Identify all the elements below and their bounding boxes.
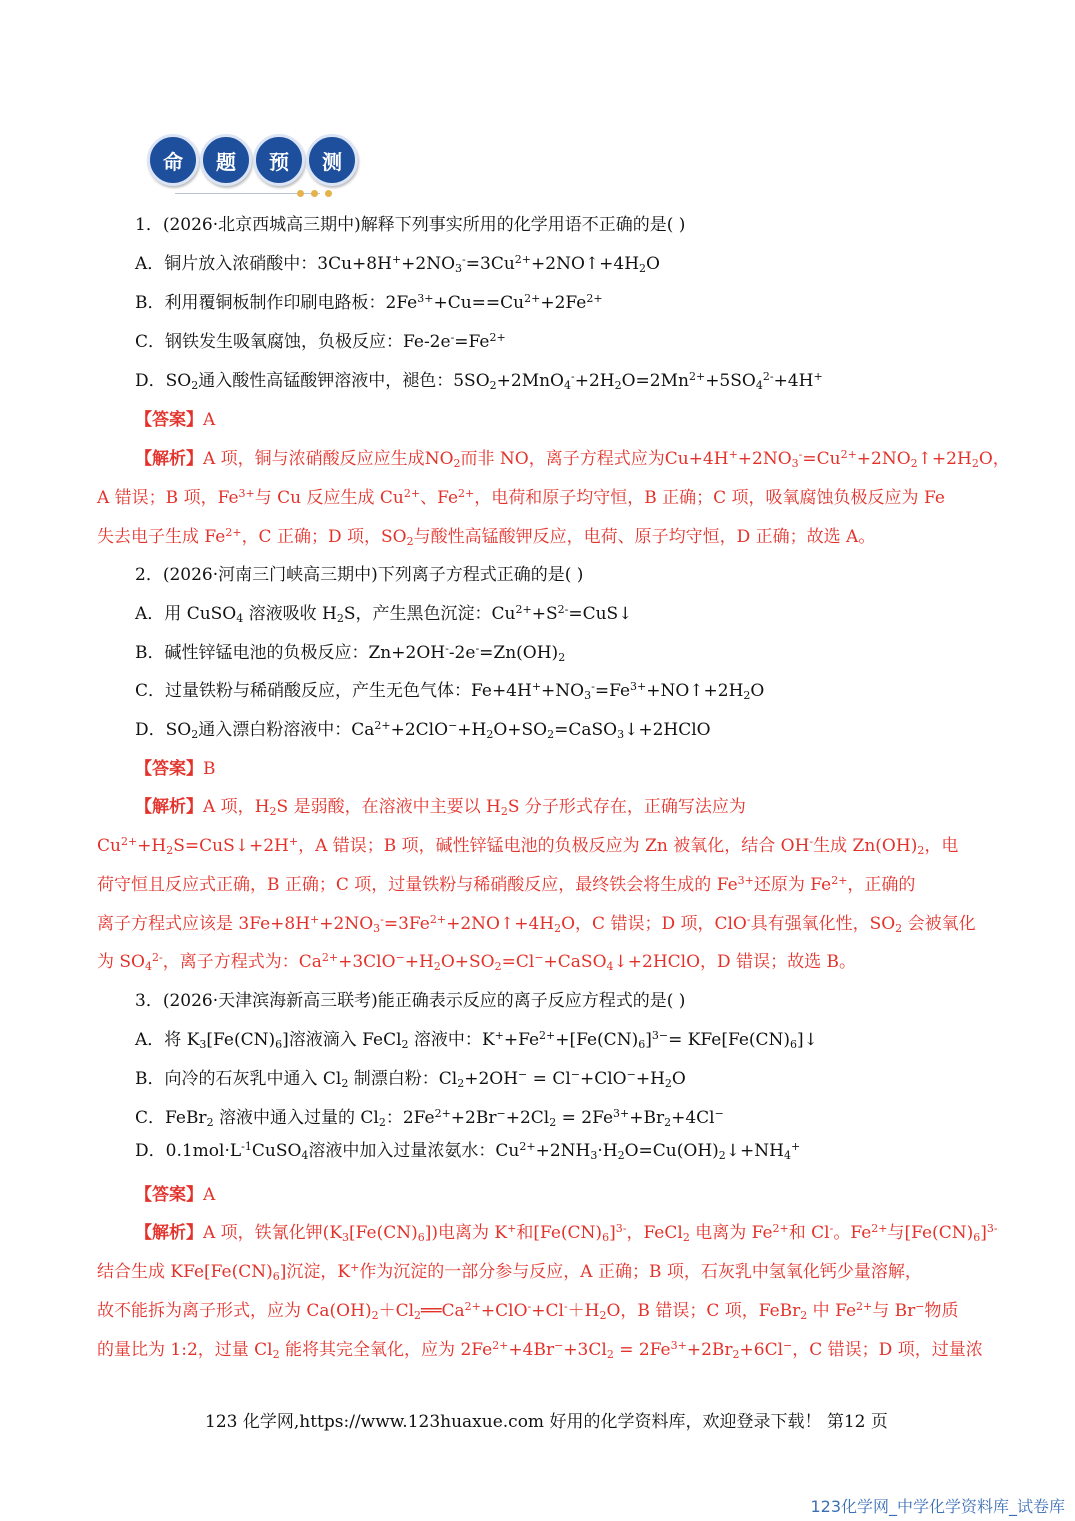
watermark-link[interactable]: 123化学网_中学化学资料库_试卷库: [810, 1497, 1065, 1516]
q2-stem: 2．(2026·河南三门峡高三期中)下列离子方程式正确的是( ): [135, 565, 584, 585]
badge-char-1: 命: [147, 134, 199, 186]
q2-option-d: D．$SO_2$通入漂白粉溶液中：$Ca^{2+}+2ClO^-+H_2O+SO_2=CaSO_3↓+2HClO$: [135, 719, 711, 741]
badge-dot: [297, 190, 304, 197]
q1-stem: 1．(2026·北京西城高三期中)解释下列事实所用的化学用语不正确的是( ): [135, 215, 686, 235]
q2-analysis-line-5: 为 $SO_4^{2-}$，离子方程式为：$Ca^{2+}+3ClO^-+H_2O+SO_2=Cl^-+CaSO_4↓+2HClO$，D 错误；故选 B。: [97, 951, 856, 973]
q3-answer: 【答案】A: [135, 1185, 216, 1205]
q2-option-b: B．碱性锌锰电池的负极反应：$Zn+2OH^--2e^-=Zn(OH)_2$: [135, 642, 566, 664]
q2-option-a: A．用 CuSO$_4$ 溶液吸收 $H_2S$，产生黑色沉淀：$Cu^{2+}+S^{2-}=CuS↓$: [135, 603, 633, 625]
badge-dot: [325, 190, 332, 197]
q3-option-d: D．$0.1mol\cdot L^{-1}CuSO_4$溶液中加入过量浓氨水：$Cu^{2+}+2NH_3\cdot H_2O=Cu(OH)_2↓+NH_4^+$: [135, 1140, 801, 1162]
q3-stem: 3．(2026·天津滨海新高三联考)能正确表示反应的离子反应方程式的是( ): [135, 991, 686, 1011]
badge-char-2: 题: [200, 134, 252, 186]
q3-option-b: B．向冷的石灰乳中通入 $Cl_2$ 制漂白粉：$Cl_2+2OH^- = Cl^-+ClO^-+H_2O$: [135, 1068, 686, 1090]
q1-analysis-line-1: 【解析】A 项，铜与浓硝酸反应应生成$NO_2$而非 NO，离子方程式应为$Cu+4H^++2NO_3^-=Cu^{2+}+2NO_2↑+2H_2O$，: [135, 448, 1010, 470]
badge-dot: [311, 190, 318, 197]
q3-analysis-line-1: 【解析】A 项，铁氰化钾$(K_3[Fe(CN)_6])$电离为 K+和$[Fe(CN)_6]^{3-}$，FeCl$_2$ 电离为 $Fe^{2+}$和 Cl-。$Fe^{2+}$与$[Fe(CN)_6]^{3-}$: [135, 1222, 998, 1244]
q2-analysis-line-1: 【解析】A 项，$H_2S$ 是弱酸，在溶液中主要以 $H_2S$ 分子形式存在，正确写法应为: [135, 797, 746, 818]
q2-analysis-line-2: $Cu^{2+}+H_2S=CuS↓+2H^+$，A 错误；B 项，碱性锌锰电池的负极反应为 Zn 被氧化，结合 OH-生成 $Zn(OH)_2$，电: [97, 835, 959, 857]
q1-analysis-line-3: 失去电子生成 $Fe^{2+}$，C 正确；D 项，$SO_2$与酸性高锰酸钾反应，电荷、原子均守恒，D 正确；故选 A。: [97, 526, 876, 548]
q1-option-d: D．$SO_2$通入酸性高锰酸钾溶液中，褪色：$5SO_2+2MnO_4^-+2H_2O=2Mn^{2+}+5SO_4^{2-}+4H^+$: [135, 370, 823, 392]
q2-option-c: C．过量铁粉与稀硝酸反应，产生无色气体：$Fe+4H^++NO_3^-=Fe^{3+}+NO↑+2H_2O$: [135, 680, 765, 702]
q1-answer: 【答案】A: [135, 410, 216, 430]
q2-analysis-line-4: 离子方程式应该是 $3Fe+8H^++2NO_3^-=3Fe^{2+}+2NO↑+4H_2O$，C 错误；D 项，ClO-具有强氧化性，$SO_2$ 会被氧化: [97, 913, 976, 935]
q3-analysis-line-4: 的量比为 1:2，过量 $Cl_2$ 能将其完全氧化，应为 $2Fe^{2+}+4Br^-+3Cl_2 = 2Fe^{3+}+2Br_2+6Cl^-$，C 错误；D 项，过量浓: [97, 1339, 983, 1361]
q1-option-b: B．利用覆铜板制作印刷电路板：$2Fe^{3+}+Cu==Cu^{2+}+2Fe^{2+}$: [135, 292, 603, 313]
page-footer: 123 化学网,https://www.123huaxue.com 好用的化学资料库，欢迎登录下载！ 第12 页: [205, 1412, 888, 1432]
q1-analysis-line-2: A 错误；B 项，$Fe^{3+}$与 Cu 反应生成 $Cu^{2+}$、$Fe^{2+}$，电荷和原子均守恒，B 正确；C 项，吸氧腐蚀负极反应为 Fe: [97, 487, 945, 508]
q1-option-c: C．钢铁发生吸氧腐蚀，负极反应：$Fe-2e^-=Fe^{2+}$: [135, 331, 506, 352]
q3-option-a: A．将 $K_3[Fe(CN)_6]$溶液滴入 FeCl$_2$ 溶液中：$K^++Fe^{2+}+[Fe(CN)_6]^{3-}=$ $KFe[Fe(CN)_6]↓$: [135, 1029, 818, 1051]
q1-option-a: A．铜片放入浓硝酸中：$3Cu+8H^++2NO_3^-=3Cu^{2+}+2NO↑+4H_2O$: [135, 253, 660, 275]
badge-char-3: 预: [253, 134, 305, 186]
q2-analysis-line-3: 荷守恒且反应式正确，B 正确；C 项，过量铁粉与稀硝酸反应，最终铁会将生成的 $Fe^{3+}$还原为 $Fe^{2+}$，正确的: [97, 874, 916, 895]
badge-char-4: 测: [306, 134, 358, 186]
q2-answer: 【答案】B: [135, 759, 216, 779]
q3-analysis-line-2: 结合生成 $KFe[Fe(CN)_6]$沉淀，K+作为沉淀的一部分参与反应，A 正确；B 项，石灰乳中氢氧化钙少量溶解，: [97, 1261, 922, 1283]
q3-analysis-line-3: 故不能拆为离子形式，应为 $Ca(OH)_2+Cl_2══Ca^{2+}+ClO^-+Cl^-+H_2O$，B 错误；C 项，FeBr$_2$ 中 $Fe^{2+}$与 Br−物质: [97, 1300, 959, 1322]
section-badge: [145, 130, 360, 200]
q3-option-c: C．FeBr$_2$ 溶液中通入过量的 $Cl_2$：$2Fe^{2+}+2Br^-+2Cl_2 = 2Fe^{3+}+Br_2+4Cl^-$: [135, 1107, 724, 1129]
